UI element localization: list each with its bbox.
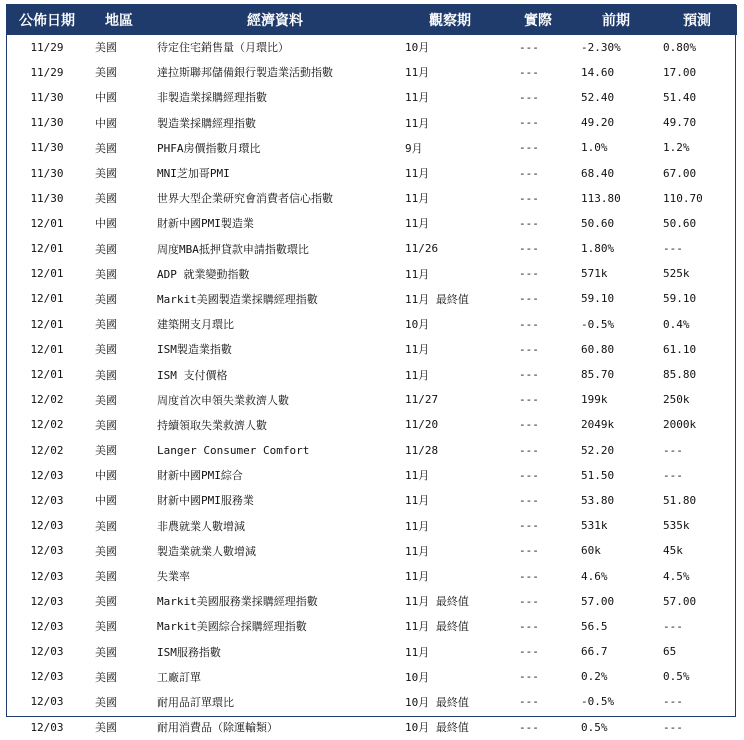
cell-date: 12/03	[30, 720, 64, 734]
table-row	[7, 135, 737, 160]
cell-previous: 49.20	[581, 116, 615, 130]
table-row	[7, 513, 737, 538]
table-row	[7, 110, 737, 135]
cell-date: 12/03	[30, 519, 64, 533]
cell-forecast: 1.2%	[663, 141, 690, 155]
cell-previous: 53.80	[581, 493, 615, 507]
cell-period: 11月	[405, 645, 430, 659]
cell-forecast: 57.00	[663, 594, 697, 608]
cell-previous: 0.2%	[581, 670, 608, 684]
table-row	[7, 286, 737, 311]
header-region: 地區	[87, 5, 151, 35]
cell-period: 11月 最終值	[405, 292, 469, 306]
cell-region: 美國	[95, 368, 117, 382]
cell-previous: -0.5%	[581, 317, 615, 331]
cell-date: 12/03	[30, 544, 64, 558]
cell-date: 11/30	[30, 116, 64, 130]
cell-indicator: 工廠訂單	[157, 670, 201, 684]
cell-region: 美國	[95, 41, 117, 55]
cell-forecast: ---	[663, 468, 683, 482]
cell-date: 12/02	[30, 393, 64, 407]
cell-indicator: 持續領取失業救濟人數	[157, 418, 267, 432]
cell-region: 美國	[95, 292, 117, 306]
cell-forecast: ---	[663, 242, 683, 256]
cell-previous: 52.40	[581, 90, 615, 104]
cell-previous: 0.5%	[581, 720, 608, 734]
cell-actual: ---	[519, 141, 539, 155]
cell-indicator: Langer Consumer Comfort	[157, 443, 310, 457]
cell-forecast: 110.70	[663, 191, 703, 205]
table-row	[7, 85, 737, 110]
cell-previous: 571k	[581, 267, 608, 281]
cell-previous: 50.60	[581, 216, 615, 230]
cell-period: 11/26	[405, 242, 439, 256]
cell-date: 11/30	[30, 141, 64, 155]
cell-indicator: ISM 支付價格	[157, 368, 228, 382]
cell-period: 11月	[405, 167, 430, 181]
table-row	[7, 387, 737, 412]
cell-date: 11/30	[30, 90, 64, 104]
header-previous: 前期	[575, 5, 657, 35]
table-row	[7, 186, 737, 211]
cell-period: 10月 最終值	[405, 695, 469, 709]
cell-actual: ---	[519, 544, 539, 558]
cell-previous: 2049k	[581, 418, 615, 432]
cell-indicator: 周度MBA抵押貸款申請指數環比	[157, 242, 309, 256]
cell-period: 11月	[405, 192, 430, 206]
cell-period: 10月	[405, 318, 430, 332]
cell-previous: 4.6%	[581, 569, 608, 583]
cell-forecast: 0.4%	[663, 317, 690, 331]
cell-actual: ---	[519, 191, 539, 205]
table-row	[7, 337, 737, 362]
cell-actual: ---	[519, 90, 539, 104]
cell-actual: ---	[519, 342, 539, 356]
cell-forecast: 49.70	[663, 116, 697, 130]
cell-region: 美國	[95, 66, 117, 80]
cell-forecast: 45k	[663, 544, 683, 558]
cell-region: 中國	[95, 217, 117, 231]
cell-date: 12/03	[30, 619, 64, 633]
cell-previous: 59.10	[581, 292, 615, 306]
cell-actual: ---	[519, 569, 539, 583]
cell-previous: 531k	[581, 519, 608, 533]
calendar-table	[7, 5, 737, 740]
table-body	[7, 35, 737, 740]
cell-date: 11/30	[30, 191, 64, 205]
cell-indicator: 財新中國PMI製造業	[157, 217, 254, 231]
cell-previous: 60k	[581, 544, 601, 558]
cell-date: 12/01	[30, 267, 64, 281]
cell-forecast: 2000k	[663, 418, 697, 432]
cell-forecast: 85.80	[663, 368, 697, 382]
cell-period: 11月	[405, 66, 430, 80]
cell-period: 11月	[405, 217, 430, 231]
table-row	[7, 236, 737, 261]
cell-previous: 51.50	[581, 468, 615, 482]
cell-actual: ---	[519, 216, 539, 230]
cell-forecast: 51.80	[663, 493, 697, 507]
cell-actual: ---	[519, 292, 539, 306]
cell-indicator: 耐用消費品（除運輸類）	[157, 721, 278, 735]
cell-previous: 68.40	[581, 166, 615, 180]
cell-period: 10月 最終值	[405, 721, 469, 735]
table-row	[7, 35, 737, 60]
cell-forecast: ---	[663, 619, 683, 633]
cell-date: 12/03	[30, 493, 64, 507]
cell-indicator: Markit美國製造業採購經理指數	[157, 292, 318, 306]
table-header	[7, 5, 737, 35]
cell-actual: ---	[519, 368, 539, 382]
cell-period: 9月	[405, 141, 423, 155]
cell-actual: ---	[519, 166, 539, 180]
cell-date: 12/01	[30, 317, 64, 331]
cell-region: 美國	[95, 141, 117, 155]
cell-indicator: Markit美國綜合採購經理指數	[157, 620, 307, 634]
cell-region: 美國	[95, 695, 117, 709]
cell-region: 美國	[95, 192, 117, 206]
cell-actual: ---	[519, 645, 539, 659]
cell-indicator: ISM服務指數	[157, 645, 221, 659]
cell-region: 美國	[95, 721, 117, 735]
cell-period: 11月 最終值	[405, 595, 469, 609]
cell-region: 美國	[95, 595, 117, 609]
cell-previous: 57.00	[581, 594, 615, 608]
cell-region: 美國	[95, 393, 117, 407]
cell-actual: ---	[519, 468, 539, 482]
economic-calendar-table	[6, 4, 736, 735]
cell-actual: ---	[519, 493, 539, 507]
cell-period: 11/27	[405, 393, 439, 407]
cell-previous: 66.7	[581, 645, 608, 659]
cell-period: 11月	[405, 267, 430, 281]
cell-region: 美國	[95, 242, 117, 256]
cell-period: 11月	[405, 116, 430, 130]
cell-region: 中國	[95, 469, 117, 483]
cell-forecast: ---	[663, 695, 683, 709]
table-row	[7, 563, 737, 588]
cell-indicator: 待定住宅銷售量（月環比）	[157, 41, 289, 55]
cell-indicator: 財新中國PMI服務業	[157, 494, 254, 508]
cell-previous: 14.60	[581, 65, 615, 79]
header-indicator: 經濟資料	[151, 5, 399, 35]
cell-forecast: 65	[663, 645, 677, 659]
cell-actual: ---	[519, 393, 539, 407]
table-row	[7, 488, 737, 513]
cell-actual: ---	[519, 317, 539, 331]
table-row	[7, 211, 737, 236]
cell-actual: ---	[519, 242, 539, 256]
table-row	[7, 715, 737, 740]
cell-date: 11/29	[30, 65, 64, 79]
cell-indicator: Markit美國服務業採購經理指數	[157, 595, 318, 609]
cell-forecast: 17.00	[663, 65, 697, 79]
cell-previous: 1.0%	[581, 141, 608, 155]
cell-forecast: 535k	[663, 519, 690, 533]
cell-indicator: ADP 就業變動指數	[157, 267, 250, 281]
table-row	[7, 412, 737, 437]
cell-indicator: 世界大型企業研究會消費者信心指數	[157, 192, 333, 206]
cell-date: 11/29	[30, 40, 64, 54]
header-date: 公佈日期	[7, 5, 87, 35]
cell-actual: ---	[519, 116, 539, 130]
cell-forecast: 250k	[663, 393, 690, 407]
cell-forecast: ---	[663, 720, 683, 734]
cell-date: 12/02	[30, 443, 64, 457]
cell-date: 12/03	[30, 468, 64, 482]
cell-period: 11月	[405, 519, 430, 533]
cell-actual: ---	[519, 267, 539, 281]
table-row	[7, 538, 737, 563]
cell-indicator: PHFA房價指數月環比	[157, 141, 261, 155]
table-row	[7, 362, 737, 387]
cell-forecast: 61.10	[663, 342, 697, 356]
cell-date: 12/03	[30, 594, 64, 608]
header-period: 觀察期	[399, 5, 501, 35]
cell-actual: ---	[519, 519, 539, 533]
cell-indicator: 製造業就業人數增減	[157, 544, 256, 558]
table-row	[7, 689, 737, 714]
cell-date: 12/01	[30, 216, 64, 230]
cell-previous: -0.5%	[581, 695, 615, 709]
cell-region: 美國	[95, 167, 117, 181]
cell-forecast: 50.60	[663, 216, 697, 230]
cell-actual: ---	[519, 670, 539, 684]
cell-period: 11月	[405, 91, 430, 105]
header-actual: 實際	[501, 5, 575, 35]
header-forecast: 預測	[657, 5, 737, 35]
table-row	[7, 589, 737, 614]
cell-actual: ---	[519, 443, 539, 457]
cell-forecast: 59.10	[663, 292, 697, 306]
cell-region: 美國	[95, 570, 117, 584]
table-row	[7, 463, 737, 488]
cell-indicator: MNI芝加哥PMI	[157, 167, 230, 181]
cell-forecast: 0.80%	[663, 40, 697, 54]
cell-previous: 1.80%	[581, 242, 615, 256]
cell-date: 12/01	[30, 242, 64, 256]
cell-forecast: 4.5%	[663, 569, 690, 583]
cell-previous: 199k	[581, 393, 608, 407]
cell-region: 美國	[95, 318, 117, 332]
cell-actual: ---	[519, 695, 539, 709]
cell-period: 11月	[405, 544, 430, 558]
cell-previous: 60.80	[581, 342, 615, 356]
cell-region: 美國	[95, 267, 117, 281]
cell-forecast: 0.5%	[663, 670, 690, 684]
table-row	[7, 438, 737, 463]
cell-region: 美國	[95, 544, 117, 558]
cell-period: 11月	[405, 469, 430, 483]
cell-date: 12/03	[30, 670, 64, 684]
cell-date: 12/01	[30, 342, 64, 356]
table-row	[7, 614, 737, 639]
table-row	[7, 312, 737, 337]
cell-actual: ---	[519, 720, 539, 734]
cell-date: 12/01	[30, 292, 64, 306]
table-row	[7, 261, 737, 286]
cell-date: 12/01	[30, 368, 64, 382]
cell-forecast: 51.40	[663, 90, 697, 104]
table-row	[7, 639, 737, 664]
cell-region: 美國	[95, 418, 117, 432]
cell-region: 美國	[95, 444, 117, 458]
table-row	[7, 60, 737, 85]
cell-period: 11月 最終值	[405, 620, 469, 634]
table-row	[7, 160, 737, 185]
cell-period: 11/20	[405, 418, 439, 432]
cell-period: 10月	[405, 41, 430, 55]
cell-previous: 113.80	[581, 191, 621, 205]
cell-indicator: 耐用品訂單環比	[157, 695, 234, 709]
cell-forecast: ---	[663, 443, 683, 457]
cell-actual: ---	[519, 40, 539, 54]
cell-date: 12/03	[30, 569, 64, 583]
cell-previous: 85.70	[581, 368, 615, 382]
cell-indicator: 達拉斯聯邦儲備銀行製造業活動指數	[157, 66, 333, 80]
cell-region: 美國	[95, 645, 117, 659]
cell-indicator: 建築開支月環比	[157, 318, 234, 332]
cell-actual: ---	[519, 65, 539, 79]
cell-period: 10月	[405, 670, 430, 684]
cell-date: 12/03	[30, 645, 64, 659]
cell-period: 11月	[405, 343, 430, 357]
cell-actual: ---	[519, 594, 539, 608]
cell-region: 美國	[95, 519, 117, 533]
cell-indicator: 失業率	[157, 570, 190, 584]
cell-period: 11/28	[405, 443, 439, 457]
cell-indicator: 周度首次申領失業救濟人數	[157, 393, 289, 407]
cell-actual: ---	[519, 418, 539, 432]
cell-region: 美國	[95, 620, 117, 634]
cell-previous: 56.5	[581, 619, 608, 633]
cell-region: 美國	[95, 670, 117, 684]
cell-indicator: 製造業採購經理指數	[157, 116, 256, 130]
cell-previous: 52.20	[581, 443, 615, 457]
cell-date: 12/03	[30, 695, 64, 709]
cell-region: 中國	[95, 116, 117, 130]
cell-forecast: 525k	[663, 267, 690, 281]
table-row	[7, 664, 737, 689]
cell-actual: ---	[519, 619, 539, 633]
cell-date: 11/30	[30, 166, 64, 180]
cell-forecast: 67.00	[663, 166, 697, 180]
cell-period: 11月	[405, 494, 430, 508]
cell-previous: -2.30%	[581, 40, 621, 54]
cell-region: 美國	[95, 343, 117, 357]
cell-indicator: 非農就業人數增減	[157, 519, 245, 533]
cell-period: 11月	[405, 570, 430, 584]
cell-indicator: ISM製造業指數	[157, 343, 232, 357]
cell-period: 11月	[405, 368, 430, 382]
cell-indicator: 財新中國PMI綜合	[157, 469, 243, 483]
cell-region: 中國	[95, 91, 117, 105]
cell-region: 中國	[95, 494, 117, 508]
cell-date: 12/02	[30, 418, 64, 432]
cell-indicator: 非製造業採購經理指數	[157, 91, 267, 105]
